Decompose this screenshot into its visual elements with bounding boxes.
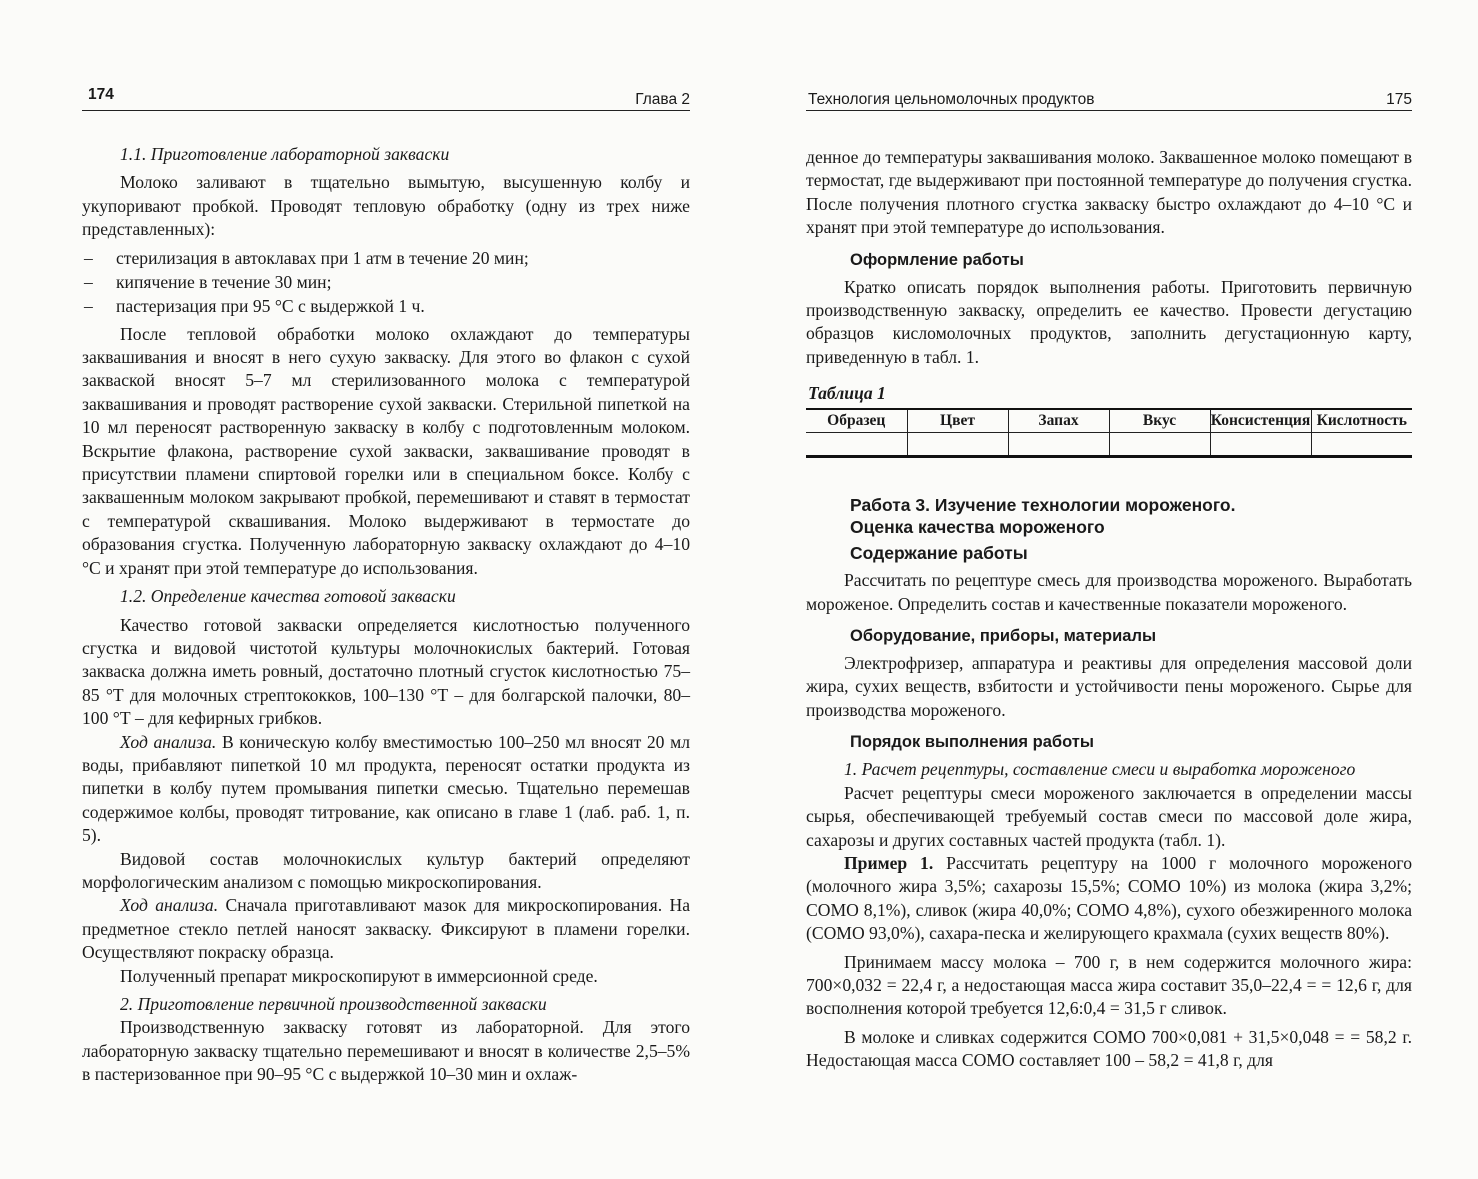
left-page-body: [82, 143, 690, 1087]
section-heading-2: 2. Приготовление первичной производственной закваски: [120, 994, 547, 1014]
heading-content: Содержание работы: [850, 543, 1028, 564]
right-page-body: [806, 146, 1412, 1073]
column-header: Запах: [1008, 409, 1109, 433]
paragraph: После тепловой обработки молоко охлаждают до температуры заквашивания и вносят в него сухую закваску. Для этого во флакон с сухой закваской вносят 5–7 мл стерилизованного молока с температурой заквашивания и проводят растворение сухой закваски. Стерильной пипеткой на 10 мл переносят растворенную закваску в колбу с подготовленным молоком. Вскрытие флакона, растворение сухой закваски, заквашивание проводят в присутствии пламени спиртовой горелки или в специальном боксе. Колбу с заквашенным молоком закрывают пробкой, перемешивают и ставят в термостат с температурой сквашивания. Молоко выдерживают в термостате до образования сгустка. Полученную лабораторную закваску охлаждают до 4–10 °С и хранят при этой температуре до использования.: [82, 323, 690, 578]
column-header: Консистенция: [1210, 409, 1311, 433]
running-title: Технология цельномолочных продуктов: [808, 91, 1095, 108]
table-cell: [1210, 433, 1311, 457]
paragraph: Ход анализа. В коническую колбу вместимостью 100–250 мл вносят 20 мл воды, прибавляют пипеткой 10 мл продукта, переносят остатки продукта из пипетки в колбу путем промывания пипетки смесью. Тщательно перемешав содержимое колбы, проводят титрование, как описано в главе 1 (лаб. раб. 1, п. 5).: [82, 731, 690, 846]
paragraph: Электрофризер, аппаратура и реактивы для определения массовой доли жира, сухих веществ, взбитости и устойчивости пены мороженого. Сырье для производства мороженого.: [806, 653, 1412, 720]
table-header-row: [806, 409, 1412, 433]
paragraph: Кратко описать порядок выполнения работы. Приготовить первичную производственную закваску, определить ее качество. Провести дегустацию образцов кисломолочных продуктов, заполнить дегустационную карту, приведенную в табл. 1.: [806, 276, 1412, 367]
treatment-list: [82, 246, 690, 318]
heading-oformlenie: Оформление работы: [850, 250, 1024, 269]
column-header: Кислотность: [1311, 409, 1412, 433]
paragraph: Производственную закваску готовят из лабораторной. Для этого лабораторную закваску тщательно перемешивают и вносят в количестве 2,5–5% в пастеризованное при 90–95 °С с выдержкой 10–30 мин и охлаж-: [82, 1017, 690, 1085]
paragraph: Видовой состав молочнокислых культур бактерий определяют морфологическим анализом с помощью микроскопирования.: [82, 848, 690, 892]
work-title: Работа 3. Изучение технологии мороженого.: [850, 495, 1236, 516]
tasting-table: [806, 408, 1412, 458]
page-number: 174: [88, 86, 114, 103]
chapter-title: Глава 2: [635, 91, 690, 108]
analysis-lead: Ход анализа.: [120, 895, 219, 916]
table-row: [806, 433, 1412, 457]
column-header: Образец: [806, 409, 907, 433]
column-header: Цвет: [907, 409, 1008, 433]
paragraph: денное до температуры заквашивания молоко. Заквашенное молоко помещают в термостат, где выдерживают при постоянной температуре до получения сгустка. После получения плотного сгустка закваску быстро охлаждают до 4–10 °С и хранят при этой температуре до использования.: [806, 147, 1412, 238]
paragraph: Молоко заливают в тщательно вымытую, высушенную колбу и укупоривают пробкой. Проводят тепловую обработку (одну из трех ниже представленных):: [82, 172, 690, 240]
running-head-right: [806, 86, 1412, 111]
analysis-lead: Ход анализа.: [120, 731, 217, 752]
paragraph: Пример 1. Рассчитать рецептуру на 1000 г молочного мороженого (молочного жира 3,5%; сахарозы 15,5%; СОМО 10%) из молока (жира 3,2%; СОМО 8,1%), сливок (жира 40,0%; СОМО 4,8%), сухого обезжиренного молока (СОМО 93,0%), сахара-песка и желирующего крахмала (сухих веществ 80%).: [806, 852, 1413, 944]
subheading-calc: 1. Расчет рецептуры, составление смеси и выработка мороженого: [844, 759, 1356, 780]
table-cell: [806, 433, 907, 457]
table-cell: [1109, 433, 1210, 457]
list-item: – стерилизация в автоклавах при 1 атм в течение 20 мин;: [82, 246, 690, 270]
table-cell: [1008, 433, 1109, 457]
paragraph: Ход анализа. Сначала приготавливают мазок для микроскопирования. На предметное стекло петлей наносят закваску. Фиксируют в пламени горелки. Осуществляют покраску образца.: [82, 895, 691, 963]
paragraph: Полученный препарат микроскопируют в иммерсионной среде.: [120, 965, 598, 986]
table-cell: [1311, 433, 1412, 457]
table-cell: [907, 433, 1008, 457]
running-head-left: [82, 86, 690, 111]
paragraph: Принимаем массу молока – 700 г, в нем содержится молочного жира: 700×0,032 = 22,4 г, а недостающая масса жира составит 35,0–22,4 = = 12,6 г, для восполнения которой требуется 12,6:0,4 = 31,5 г сливок.: [806, 951, 1412, 1019]
heading-equipment: Оборудование, приборы, материалы: [850, 627, 1157, 646]
section-heading-1-2: 1.2. Определение качества готовой закваски: [120, 586, 456, 607]
paragraph: Расчет рецептуры смеси мороженого заключается в определении массы сырья, обеспечивающей требуемый состав смеси по массовой доле жира, сахарозы и других составных частей продукта (табл. 1).: [806, 782, 1412, 850]
heading-order: Порядок выполнения работы: [850, 733, 1094, 752]
page-number: 175: [1386, 91, 1412, 108]
work-subtitle: Оценка качества мороженого: [850, 517, 1105, 538]
list-item: – кипячение в течение 30 мин;: [82, 270, 690, 294]
paragraph: Качество готовой закваски определяется кислотностью полученного сгустка и видовой чистотой культуры молочнокислых бактерий. Готовая закваска должна иметь ровный, достаточно плотный сгусток кислотностью 75–85 °Т для молочных стрептококков, 100–130 °Т – для болгарской палочки, 80–100 °Т – для кефирных грибков.: [82, 614, 690, 729]
column-header: Вкус: [1109, 409, 1210, 433]
table-caption: Таблица 1: [808, 383, 886, 404]
example-lead: Пример 1.: [844, 852, 934, 873]
list-item: – пастеризация при 95 °С с выдержкой 1 ч.: [82, 294, 690, 318]
section-heading-1-1: 1.1. Приготовление лабораторной закваски: [120, 144, 450, 164]
paragraph: Рассчитать по рецептуре смесь для производства мороженого. Выработать мороженое. Определить состав и качественные показатели мороженого.: [806, 570, 1412, 614]
paragraph: В молоке и сливках содержится СОМО 700×0,081 + 31,5×0,048 = = 58,2 г. Недостающая масса СОМО составляет 100 – 58,2 = 41,8 г, для: [806, 1026, 1412, 1071]
